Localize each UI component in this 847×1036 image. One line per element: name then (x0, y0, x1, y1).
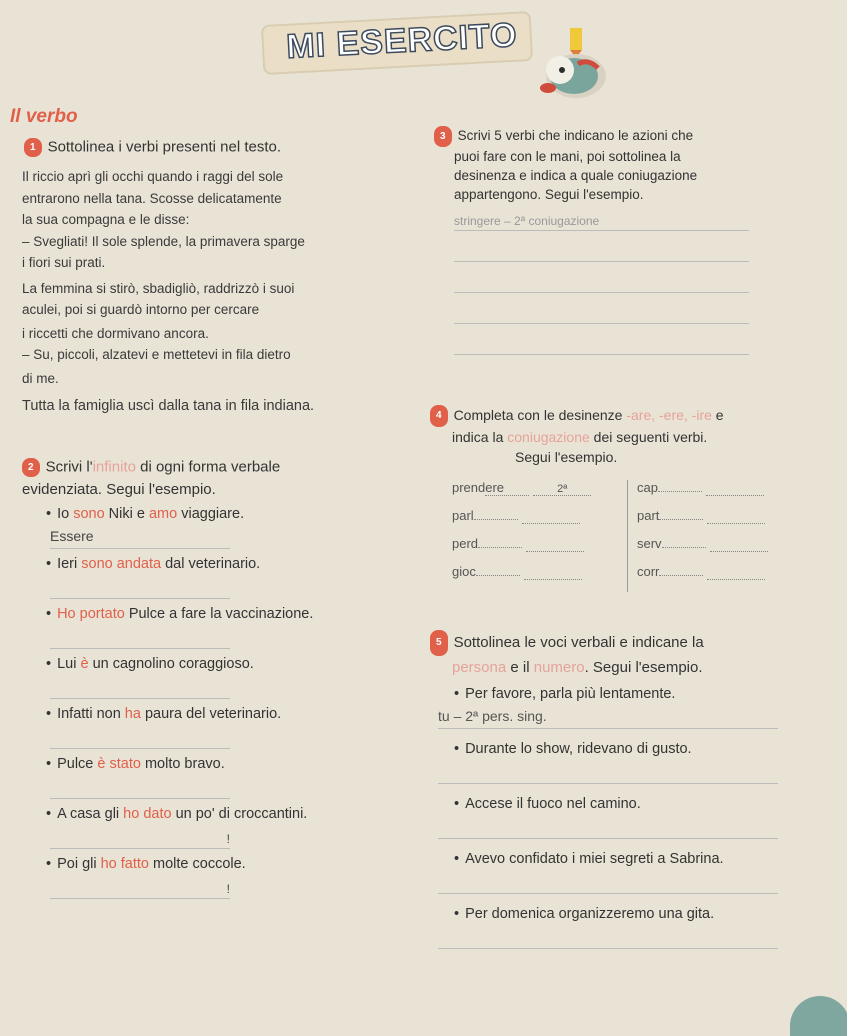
ex2-answer-line[interactable] (50, 528, 230, 549)
ex4-verb-row (637, 536, 827, 564)
ex5-answer-text: tu – 2ª pers. sing. (438, 708, 547, 724)
ex2-item (46, 806, 402, 822)
ex4-verb-row (637, 508, 827, 536)
ex2-item-text: Poi gli (57, 856, 101, 872)
ex2-item-text: Pulce (57, 756, 98, 772)
ex2-item-text: Infatti non (57, 706, 125, 722)
ex2-item-text: Pulce a fare la vaccinazione. (124, 606, 314, 622)
ex2-item-text: molto bravo. (140, 756, 225, 772)
ex2-answer-line[interactable] (50, 828, 230, 849)
ex2-item-text: A casa gli (57, 806, 124, 822)
ex1-text[interactable] (22, 166, 414, 418)
exercise-5 (430, 630, 840, 949)
ex5-item[interactable] (454, 906, 840, 922)
ex3-answer-line-3[interactable] (454, 293, 749, 324)
ex3-example[interactable]: stringere – 2ª coniugazione (454, 214, 749, 231)
ex1-number-badge: 1 (24, 138, 42, 157)
ex3-instruction: 3 Scrivi 5 verbi che indicano le azioni che puoi fare con le mani, poi sottolinea la desinenza e indica a quale coniugazione appartengono. Segui l'esempio. (434, 126, 834, 204)
ex4-ending-blank[interactable] (659, 519, 703, 520)
ex2-highlighted-verb: Ho portato (57, 606, 125, 622)
ex2-item-text: un po' di croccantini. (171, 806, 308, 822)
ex2-item (46, 506, 402, 522)
ex5-item-text: Accese il fuoco nel camino. (465, 796, 641, 812)
page-header (0, 0, 847, 127)
ex1-text-line[interactable]: – Svegliati! Il sole splende, la primavera sparge (22, 233, 305, 249)
ex2-answer-text: Essere (50, 528, 94, 544)
ex5-item[interactable] (454, 796, 840, 812)
page-title: MI ESERCITO (285, 15, 519, 67)
ex5-answer-line[interactable] (438, 928, 778, 949)
exercise-2 (22, 458, 402, 899)
ex4-conjugation-blank[interactable] (707, 564, 765, 580)
ex5-item-text: Per domenica organizzeremo una gita. (465, 906, 715, 922)
ex4-verb-row (452, 536, 632, 564)
ex4-conjugation-blank[interactable] (524, 564, 582, 580)
ex2-highlighted-verb: ho dato (123, 806, 172, 822)
ex3-number-badge: 3 (434, 126, 452, 147)
ex2-highlighted-verb: amo (148, 506, 178, 522)
section-title: Il verbo (10, 106, 78, 127)
ex2-answer-line[interactable] (50, 778, 230, 799)
ex5-answer-line[interactable] (438, 873, 778, 894)
ex2-highlighted-verb: è (80, 656, 89, 672)
ex1-text-line[interactable]: – Su, piccoli, alzatevi e mettetevi in fila dietro (22, 347, 291, 362)
mascot-icon (538, 28, 610, 102)
ex4-conjugation-blank[interactable] (533, 480, 591, 496)
ex2-answer-line[interactable] (50, 628, 230, 649)
ex2-item-text: un cagnolino coraggioso. (88, 656, 254, 672)
ex2-answer-line[interactable] (50, 878, 230, 899)
ex4-number-badge: 4 (430, 405, 448, 427)
ex4-conjugation-blank[interactable] (522, 508, 580, 524)
ex5-item-text: Per favore, parla più lentamente. (465, 686, 676, 702)
ex4-ending-blank[interactable]: ere (485, 480, 529, 496)
ex4-conjugation-blank[interactable] (710, 536, 768, 552)
corner-decoration (790, 996, 847, 1036)
ex2-instruction-2: evidenziata. Segui l'esempio. (22, 481, 216, 498)
exercise-1 (24, 138, 414, 418)
ex1-text-line[interactable]: di me. (22, 370, 59, 386)
ex4-verb-stem: corr (637, 564, 660, 580)
ex2-highlighted-verb: sono (73, 506, 105, 522)
ex2-item-text: Io (57, 506, 74, 522)
ex5-item[interactable] (454, 686, 840, 702)
ex5-item-text: Avevo confidato i miei segreti a Sabrina. (465, 851, 724, 867)
ex3-answer-line-1[interactable] (454, 231, 749, 262)
exercise-4 (430, 405, 840, 600)
ex2-answer-line[interactable] (50, 578, 230, 599)
ex1-text-line[interactable]: Il riccio aprì gli occhi quando i raggi del sole (22, 169, 284, 184)
ex4-ending-blank[interactable] (662, 547, 706, 548)
ex4-verb-row (637, 480, 827, 508)
ex2-item-text: Lui (57, 656, 81, 672)
ex4-right-column (637, 480, 827, 592)
ex5-items (438, 686, 840, 949)
ex2-item-text: Ieri (57, 556, 82, 572)
ex2-highlighted-verb: ho fatto (100, 856, 149, 872)
ex2-item (46, 556, 402, 572)
ex2-item (46, 756, 402, 772)
ex2-highlighted-verb: ha (124, 706, 141, 722)
ex2-item (46, 606, 402, 622)
ex1-text-line[interactable]: la sua compagna e le disse: (22, 212, 190, 227)
ex4-ending-blank[interactable] (476, 575, 520, 576)
ex4-left-column (452, 480, 632, 592)
ex2-items (22, 506, 402, 899)
ex2-highlighted-verb: sono andata (81, 556, 162, 572)
ex1-instruction: 1 Sottolinea i verbi presenti nel testo. (24, 138, 414, 157)
ex4-ending-blank[interactable] (478, 547, 522, 548)
ex1-text-line[interactable]: entrarono nella tana. Scosse delicatamente (22, 190, 282, 206)
ex2-item-text: molte coccole. (148, 856, 246, 872)
ex3-answer-line-2[interactable] (454, 262, 749, 293)
ex1-text-line[interactable]: i fiori sui prati. (22, 255, 106, 270)
ex2-instruction: 2 Scrivi l'infinito di ogni forma verbale (22, 458, 402, 477)
ex2-item-text: paura del veterinario. (140, 706, 282, 722)
ex4-column-divider (627, 480, 628, 592)
ex1-text-line[interactable]: aculei, poi si guardò intorno per cercare (22, 302, 260, 317)
ex4-conjugation-blank[interactable] (707, 508, 765, 524)
ex5-item[interactable] (454, 851, 840, 867)
ex2-answer-line[interactable] (50, 728, 230, 749)
ex4-verb-row (452, 480, 632, 508)
ex2-answer-line[interactable] (50, 678, 230, 699)
ex2-item-text: Niki e (104, 506, 149, 522)
ex2-item-text: dal veterinario. (161, 556, 261, 572)
ex5-item-text: Durante lo show, ridevano di gusto. (465, 741, 692, 757)
ex4-verb-stem: perd (452, 536, 479, 552)
ex4-verb-stem: parl (452, 508, 474, 524)
ex2-exclamation: ! (226, 882, 230, 896)
ex2-item (46, 706, 402, 722)
ex5-answer-line[interactable] (438, 818, 778, 839)
ex2-number-badge: 2 (22, 458, 40, 477)
ex5-item[interactable] (454, 741, 840, 757)
ex4-verb-row (452, 564, 632, 592)
ex4-verb-row (452, 508, 632, 536)
ex4-ending-blank[interactable] (658, 491, 702, 492)
ex4-verb-stem: part (637, 508, 660, 524)
ex4-conjugation-blank[interactable] (706, 480, 764, 496)
ex4-conjugation-blank[interactable] (526, 536, 584, 552)
ex4-verb-row (637, 564, 827, 592)
ex2-item-text: viaggiare. (177, 506, 245, 522)
ex2-exclamation: ! (226, 832, 230, 846)
ex5-answer-line[interactable] (438, 763, 778, 784)
ex5-instruction: 5 Sottolinea le voci verbali e indicane la persona e il numero. Segui l'esempio. (430, 630, 840, 680)
ex4-ending-blank[interactable] (659, 575, 703, 576)
ex2-item (46, 856, 402, 872)
ex4-verb-stem: serv (637, 536, 662, 552)
exercise-3 (434, 126, 834, 355)
ex5-answer-line[interactable] (438, 708, 778, 729)
ex4-conjugation-text: 2ª (557, 483, 568, 496)
ex4-instruction: 4 Completa con le desinenze -are, -ere, -ire e indica la coniugazione dei seguenti verbi. Segui l'esempio. (430, 405, 840, 467)
ex4-ending-blank[interactable] (474, 519, 518, 520)
ex2-item (46, 656, 402, 672)
ex2-highlighted-verb: è stato (97, 756, 141, 772)
ex5-number-badge: 5 (430, 630, 448, 656)
ex4-verb-stem: gioc (452, 564, 476, 580)
ex4-verb-stem: cap (637, 480, 658, 496)
ex4-verb-stem: prend (452, 480, 486, 496)
ex1-text-line[interactable]: Tutta la famiglia uscì dalla tana in fila indiana. (22, 398, 315, 414)
ex1-text-line[interactable]: i riccetti che dormivano ancora. (22, 325, 209, 341)
ex1-text-line[interactable]: La femmina si stirò, sbadigliò, raddrizzò i suoi (22, 280, 295, 296)
ex3-answer-line-4[interactable] (454, 324, 749, 355)
